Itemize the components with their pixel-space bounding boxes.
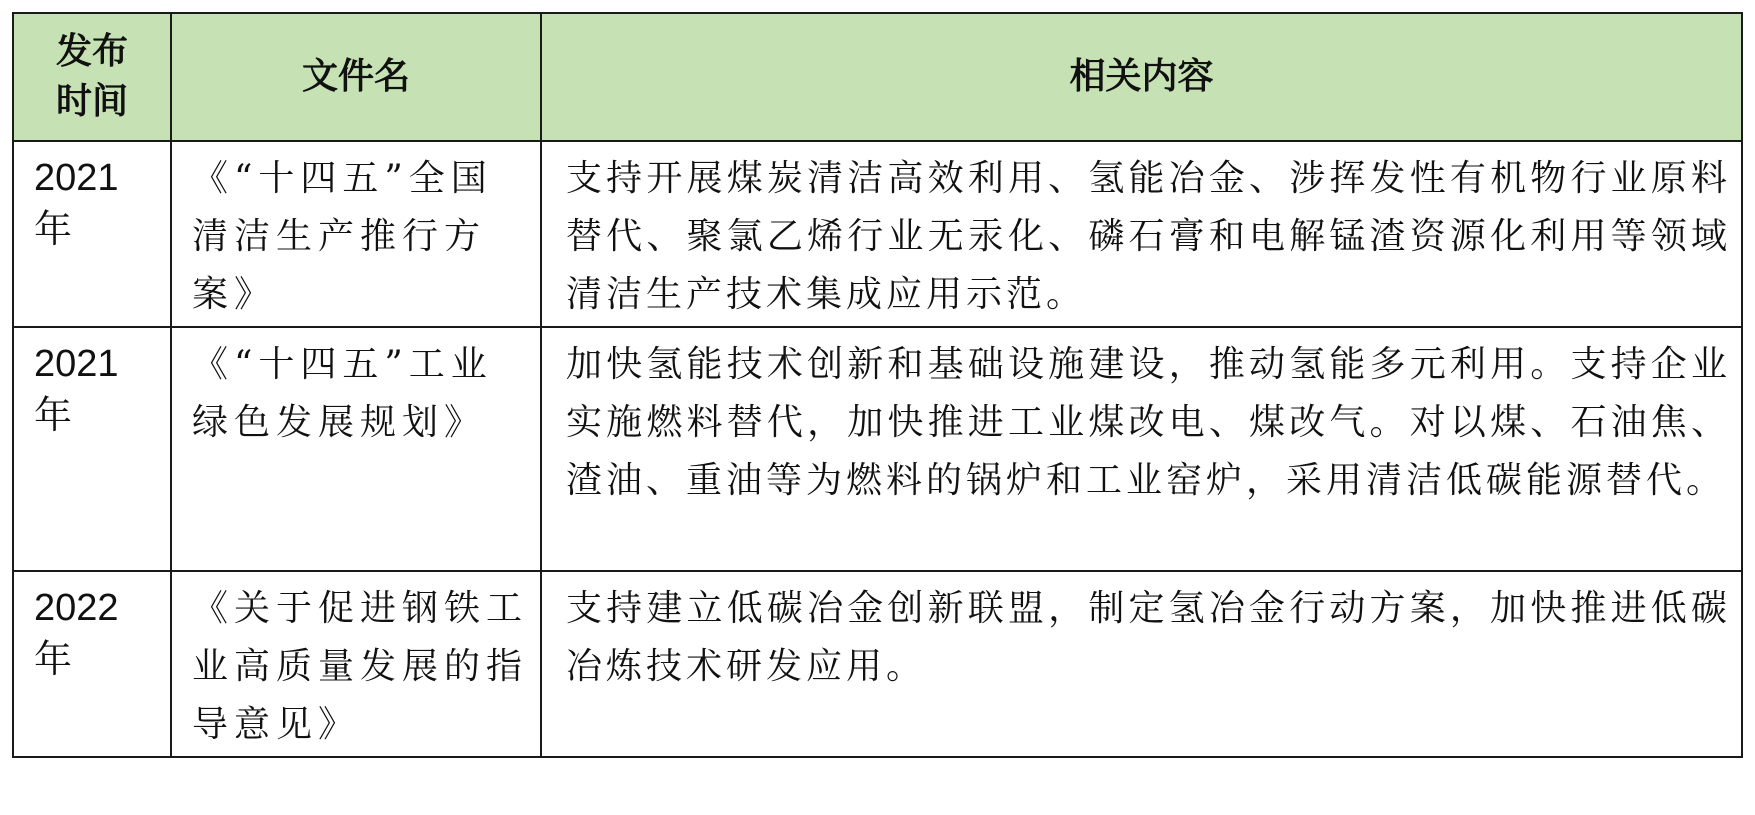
release-year-unit: 年 — [34, 639, 73, 681]
file-name-cell: 《关于促进钢铁工业高质量发展的指导意见》 — [171, 571, 541, 757]
release-date-cell — [13, 571, 171, 757]
related-content-cell: 支持开展煤炭清洁高效利用、氢能冶金、涉挥发性有机物行业原料替代、聚氯乙烯行业无汞化、磷石膏和电解锰渣资源化利用等领域清洁生产技术集成应用示范。 — [541, 141, 1742, 327]
release-year-unit: 年 — [34, 395, 73, 437]
table-row — [13, 141, 1742, 327]
file-name-cell: 《“十四五”工业绿色发展规划》 — [171, 327, 541, 571]
table-row — [13, 327, 1742, 571]
header-release-date-line2: 时间 — [55, 81, 128, 122]
table-row — [13, 571, 1742, 757]
table-header-row — [13, 13, 1742, 141]
release-year: 2021 — [34, 157, 119, 199]
header-release-date — [13, 13, 171, 141]
header-related-content: 相关内容 — [541, 13, 1742, 141]
release-date-cell — [13, 141, 171, 327]
release-year: 2021 — [34, 343, 119, 385]
release-year-unit: 年 — [34, 209, 73, 251]
release-date-cell — [13, 327, 171, 571]
file-name-cell: 《“十四五”全国清洁生产推行方案》 — [171, 141, 541, 327]
related-content-cell: 支持建立低碳冶金创新联盟，制定氢冶金行动方案，加快推进低碳冶炼技术研发应用。 — [541, 571, 1742, 757]
header-release-date-line1: 发布 — [55, 31, 128, 72]
policy-table — [12, 12, 1743, 758]
header-file-name: 文件名 — [171, 13, 541, 141]
release-year: 2022 — [34, 587, 119, 629]
related-content-cell: 加快氢能技术创新和基础设施建设，推动氢能多元利用。支持企业实施燃料替代，加快推进工业煤改电、煤改气。对以煤、石油焦、渣油、重油等为燃料的锅炉和工业窑炉，采用清洁低碳能源替代。 — [541, 327, 1742, 571]
